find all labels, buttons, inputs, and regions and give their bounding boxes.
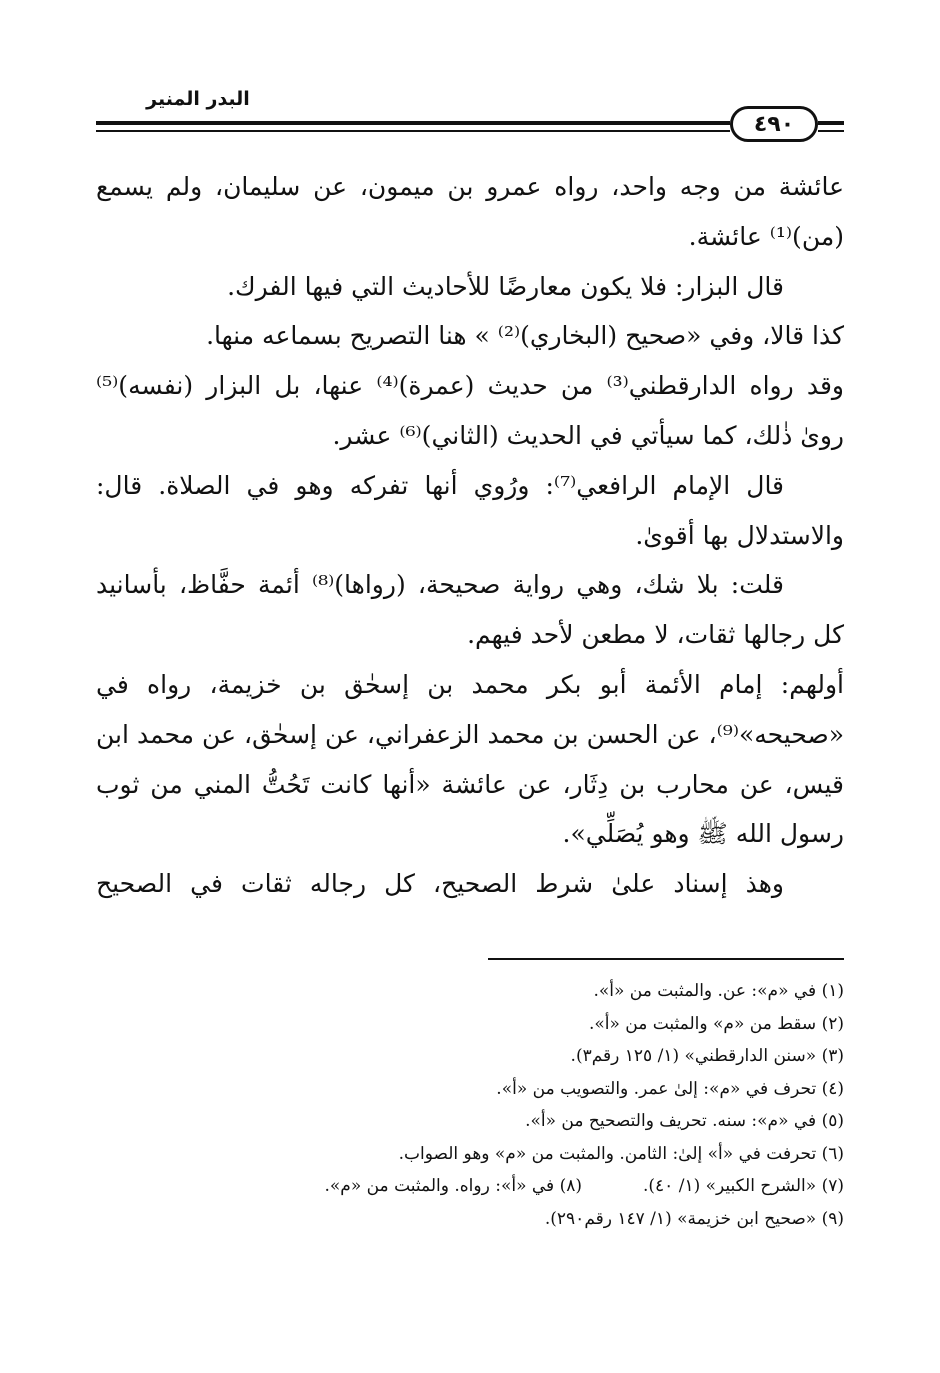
header-rule-right-thin <box>818 130 844 132</box>
footnote: (٩) «صحيح ابن خزيمة» (١/ ١٤٧ رقم٢٩٠). <box>544 1208 844 1229</box>
footnote: (٧) «الشرح الكبير» (١/ ٤٠). <box>642 1176 844 1196</box>
footnote: (٥) في «م»: سنه. تحريف والتصحيح من «أ». <box>525 1111 844 1131</box>
paragraph: أولهم: إمام الأئمة أبو بكر محمد بن إسحٰق بن خزيمة، رواه في «صحيحه»⁽⁹⁾، عن الحسن بن محمد الزعفراني، عن إسحٰق، عن محمد ابن قيس، عن محارب بن دِثَار، عن عائشة «أنها كانت تَحُتُّ المني من ثوب رسول الله ﷺ وهو يُصَلِّي». <box>96 669 844 849</box>
footnote: (٦) تحرفت في «أ» إلىٰ: الثامن. والمثبت من «م» وهو الصواب. <box>398 1143 844 1164</box>
paragraph: وقد رواه الدارقطني⁽³⁾ من حديث (عمرة)⁽⁴⁾ عنها، بل البزار (نفسه)⁽⁵⁾ روىٰ ذٰلك، كما سيأتي في الحديث (الثاني)⁽⁶⁾ عشر. <box>96 371 844 450</box>
footnote: (٤) تحرف في «م»: إلىٰ عمر. والتصويب من «أ». <box>496 1078 844 1099</box>
paragraph: وهذ إسناد علىٰ شرط الصحيح، كل رجاله ثقات في الصحيح <box>96 869 784 899</box>
main-text <box>96 162 844 909</box>
footnote: (٣) «سنن الدارقطني» (١/ ١٢٥ رقم٣). <box>570 1046 844 1066</box>
footnote: (١) في «م»: عن. والمثبت من «أ». <box>593 981 844 1001</box>
paragraph: قال الإمام الرافعي⁽⁷⁾: ورُوي أنها تفركه وهو في الصلاة. قال: والاستدلال بها أقوىٰ. <box>96 470 844 550</box>
header-rule-thick <box>96 121 730 125</box>
footnote: (٨) في «أ»: رواه. والمثبت من «م». <box>324 1176 582 1196</box>
running-title: البدر المنير <box>146 88 250 110</box>
page-number: ٤٩٠ <box>730 106 818 142</box>
header-rule-thin <box>96 130 730 132</box>
paragraph: قلت: بلا شك، وهي رواية صحيحة، (رواها)⁽⁸⁾ أئمة حفَّاظ، بأسانيد كل رجالها ثقات، لا مطعن لأحد فيهم. <box>96 570 844 650</box>
header-rule-right-thick <box>818 121 844 125</box>
paragraph: كذا قالا، وفي «صحيح (البخاري)⁽²⁾ » هنا التصريح بسماعه منها. <box>206 321 844 351</box>
paragraph: قال البزار: فلا يكون معارضًا للأحاديث التي فيها الفرك. <box>227 271 784 301</box>
footnotes <box>96 975 844 1235</box>
footnote: (٢) سقط من «م» والمثبت من «أ». <box>588 1013 844 1034</box>
footnote-separator <box>488 958 844 960</box>
paragraph: عائشة من وجه واحد، رواه عمرو بن ميمون، عن سليمان، ولم يسمع (من)⁽¹⁾ عائشة. <box>96 172 844 251</box>
footnote-row <box>96 1170 844 1203</box>
